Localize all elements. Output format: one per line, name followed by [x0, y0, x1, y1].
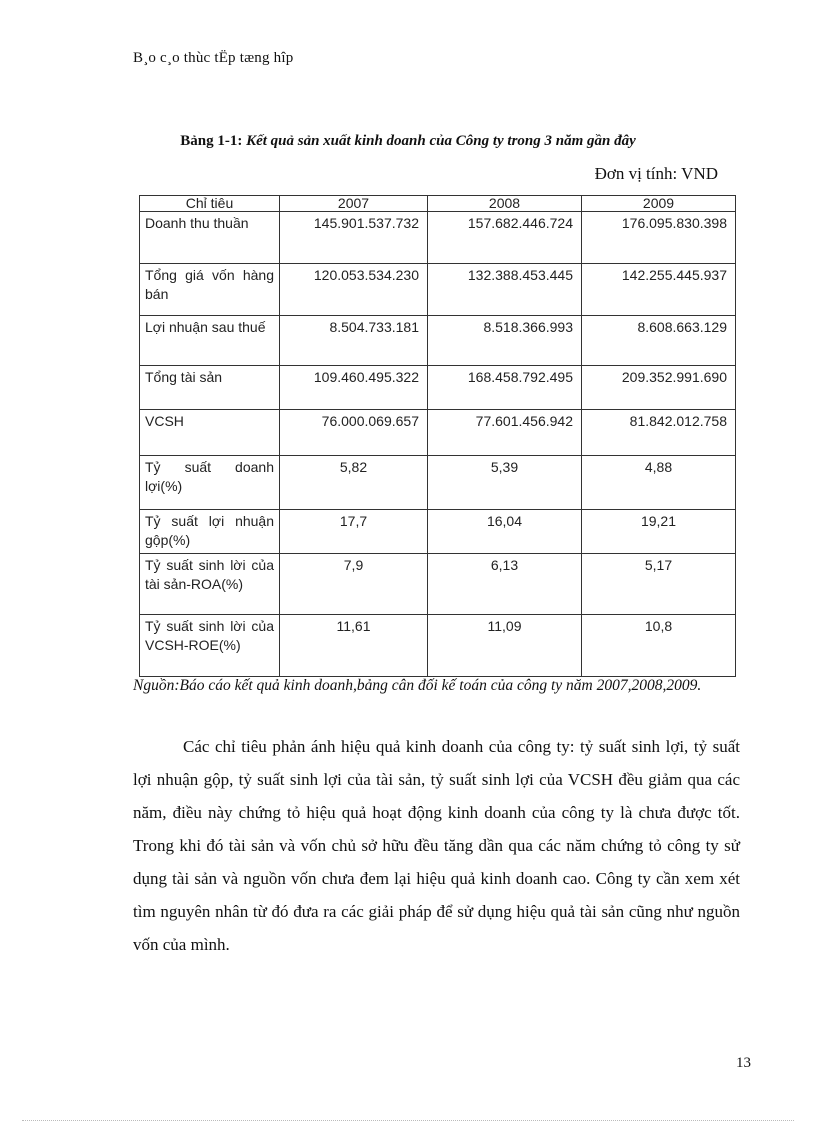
row-label: VCSH [140, 410, 280, 456]
row-label: Lợi nhuận sau thuế [140, 316, 280, 366]
table-cell: 5,82 [280, 456, 428, 510]
row-label: Tỷ suất sinh lời của VCSH-ROE(%) [140, 615, 280, 677]
table-cell: 5,39 [428, 456, 582, 510]
table-cell: 176.095.830.398 [582, 212, 736, 264]
table-row [140, 410, 736, 456]
table-cell: 8.518.366.993 [428, 316, 582, 366]
table-row [140, 554, 736, 615]
table-cell: 6,13 [428, 554, 582, 615]
table-cell: 168.458.792.495 [428, 366, 582, 410]
row-label: Tổng giá vốn hàng bán [140, 264, 280, 316]
table-cell: 11,09 [428, 615, 582, 677]
table-cell: 8.608.663.129 [582, 316, 736, 366]
table-cell: 19,21 [582, 510, 736, 554]
page-number: 13 [736, 1055, 751, 1071]
table-row [140, 264, 736, 316]
table-cell: 8.504.733.181 [280, 316, 428, 366]
table-cell: 7,9 [280, 554, 428, 615]
table-cell: 77.601.456.942 [428, 410, 582, 456]
table-caption-label: Bảng 1-1: [180, 133, 247, 149]
source-note: Nguồn:Báo cáo kết quả kinh doanh,bảng cân đối kế toán của công ty năm 2007,2008,2009. [133, 677, 702, 694]
table-row [140, 316, 736, 366]
table-row [140, 456, 736, 510]
table-row [140, 212, 736, 264]
table-cell: 5,17 [582, 554, 736, 615]
table-row [140, 615, 736, 677]
results-table [139, 195, 736, 677]
unit-note: Đơn vị tính: VND [594, 164, 718, 183]
table-cell: 142.255.445.937 [582, 264, 736, 316]
table-cell: 157.682.446.724 [428, 212, 582, 264]
table-cell: 76.000.069.657 [280, 410, 428, 456]
column-header: Chỉ tiêu [140, 196, 280, 212]
table-cell: 10,8 [582, 615, 736, 677]
table-header-row [140, 196, 736, 212]
table-cell: 17,7 [280, 510, 428, 554]
table-row [140, 366, 736, 410]
table-cell: 109.460.495.322 [280, 366, 428, 410]
row-label: Tỷ suất lợi nhuận gộp(%) [140, 510, 280, 554]
column-header: 2008 [428, 196, 582, 212]
row-label: Doanh thu thuần [140, 212, 280, 264]
table-cell: 11,61 [280, 615, 428, 677]
table-cell: 81.842.012.758 [582, 410, 736, 456]
table-caption-title: Kết quả sản xuất kinh doanh của Công ty trong 3 năm gần đây [246, 133, 636, 149]
table-caption [0, 133, 816, 150]
table-row [140, 510, 736, 554]
table-cell: 16,04 [428, 510, 582, 554]
page-bottom-divider [22, 1120, 794, 1121]
row-label: Tỷ suất doanh lợi(%) [140, 456, 280, 510]
column-header: 2007 [280, 196, 428, 212]
table-cell: 209.352.991.690 [582, 366, 736, 410]
table-cell: 120.053.534.230 [280, 264, 428, 316]
row-label: Tổng tài sản [140, 366, 280, 410]
table-cell: 145.901.537.732 [280, 212, 428, 264]
page-header: B¸o c¸o thùc tËp tæng hîp [133, 50, 294, 66]
table-cell: 132.388.453.445 [428, 264, 582, 316]
body-paragraph: Các chỉ tiêu phản ánh hiệu quả kinh doanh của công ty: tỷ suất sinh lợi, tỷ suất lợi nhuận gộp, tỷ suất sinh lợi của tài sản, tỷ suất sinh lợi của VCSH đều giảm qua các năm, điều này chứng tỏ hiệu quả hoạt động kinh doanh của công ty là chưa được tốt. Trong khi đó tài sản và vốn chủ sở hữu đều tăng dần qua các năm chứng tỏ công ty sử dụng tài sản và nguồn vốn chưa đem lại hiệu quả kinh doanh cao. Công ty cần xem xét tìm nguyên nhân từ đó đưa ra các giải pháp để sử dụng hiệu quả tài sản cũng như nguồn vốn của mình. [133, 737, 740, 954]
table-cell: 4,88 [582, 456, 736, 510]
row-label: Tỷ suất sinh lời của tài sản-ROA(%) [140, 554, 280, 615]
column-header: 2009 [582, 196, 736, 212]
